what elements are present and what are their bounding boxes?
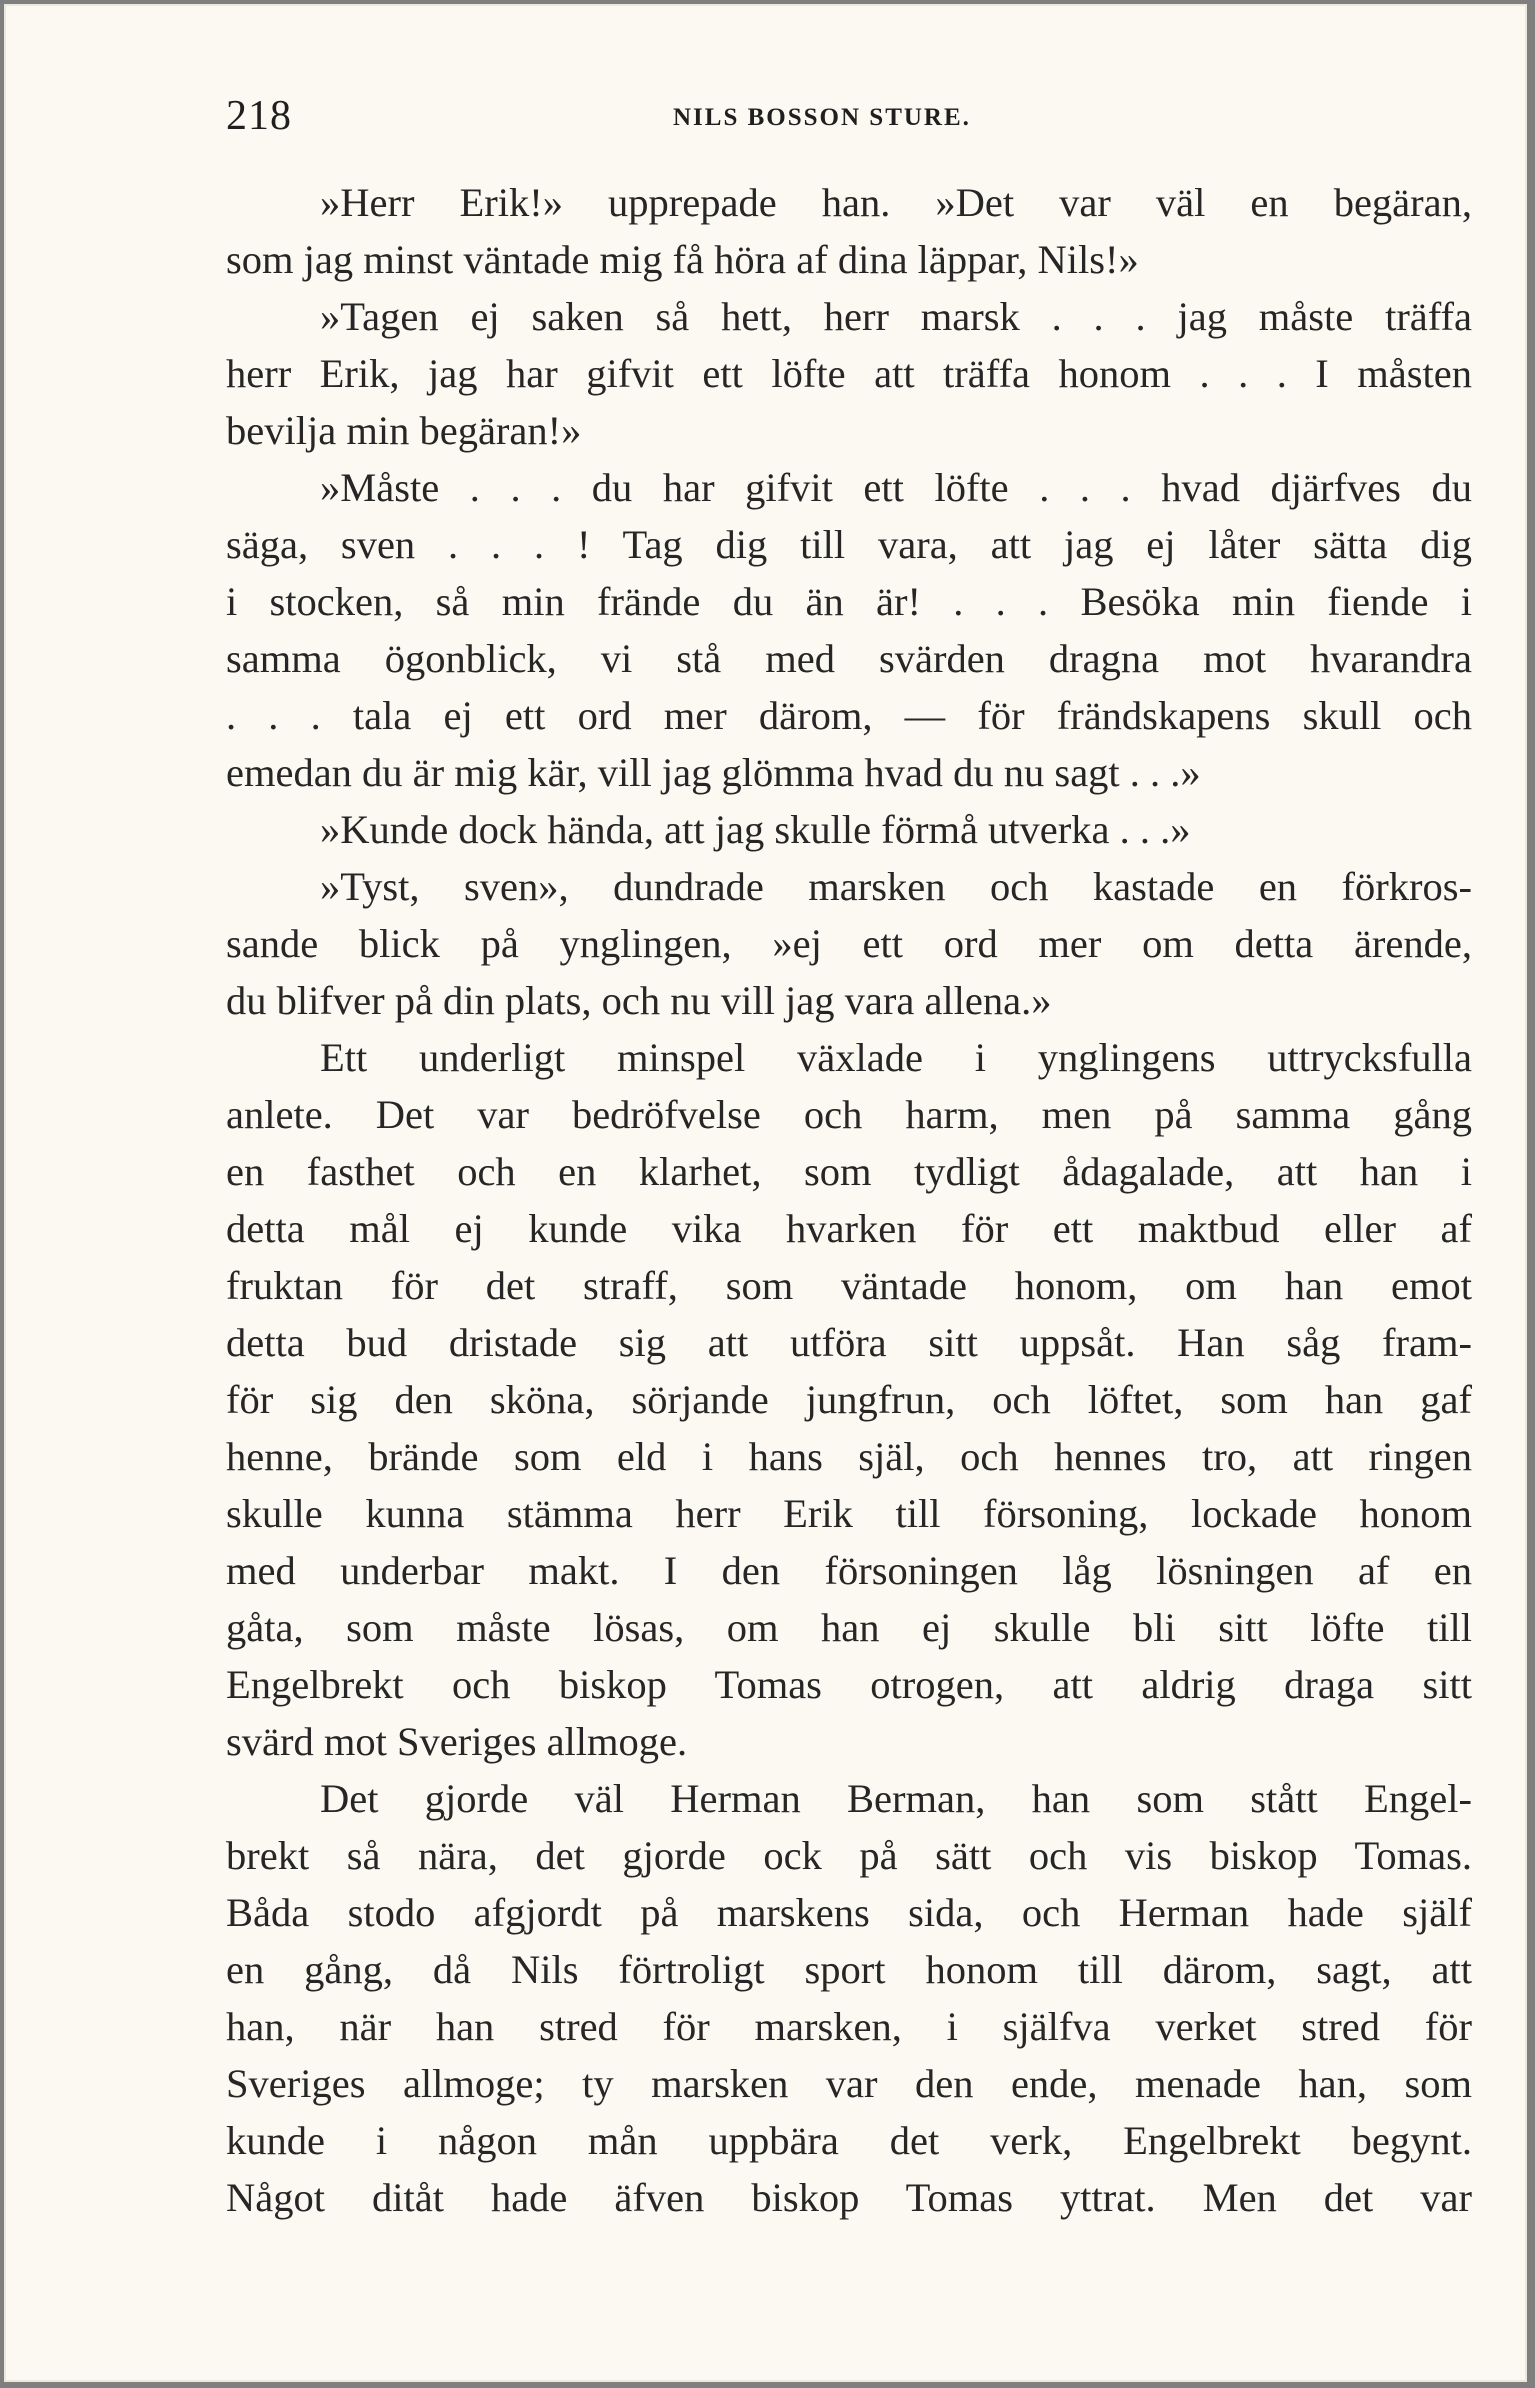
text-line: fruktan för det straff, som väntade honom, om han emot: [226, 1263, 1472, 1308]
text-line: »Måste . . . du har gifvit ett löfte . . . hvad djärfves du: [320, 465, 1472, 510]
text-line: detta bud dristade sig att utföra sitt uppsåt. Han såg fram-: [226, 1320, 1472, 1365]
text-line: Ett underligt minspel växlade i ynglingens uttrycksfulla: [320, 1035, 1472, 1080]
text-line: Engelbrekt och biskop Tomas otrogen, att aldrig draga sitt: [226, 1662, 1472, 1707]
text-line: Sveriges allmoge; ty marsken var den ende, menade han, som: [226, 2061, 1472, 2106]
text-line: svärd mot Sveriges allmoge.: [226, 1719, 688, 1764]
text-line: en gång, då Nils förtroligt sport honom till därom, sagt, att: [226, 1947, 1472, 1992]
text-line: herr Erik, jag har gifvit ett löfte att träffa honom . . . I måsten: [226, 351, 1472, 396]
text-line: för sig den sköna, sörjande jungfrun, och löftet, som han gaf: [226, 1377, 1472, 1422]
text-line: han, när han stred för marsken, i själfva verket stred för: [226, 2004, 1472, 2049]
text-line: »Tagen ej saken så hett, herr marsk . . . jag måste träffa: [320, 294, 1472, 339]
text-line: brekt så nära, det gjorde ock på sätt och vis biskop Tomas.: [226, 1833, 1472, 1878]
running-title: NILS BOSSON STURE.: [673, 104, 971, 131]
text-line: skulle kunna stämma herr Erik till försoning, lockade honom: [226, 1491, 1472, 1536]
text-line: »Tyst, sven», dundrade marsken och kastade en förkros-: [320, 864, 1472, 909]
body-text: [226, 174, 1472, 2226]
book-page: [4, 4, 1527, 2382]
text-line: sande blick på ynglingen, »ej ett ord mer om detta ärende,: [226, 921, 1472, 966]
text-line: henne, brände som eld i hans själ, och hennes tro, att ringen: [226, 1434, 1472, 1479]
text-line: »Herr Erik!» upprepade han. »Det var väl en begäran,: [320, 180, 1472, 225]
running-head: [226, 92, 1457, 142]
text-line: Något ditåt hade äfven biskop Tomas yttrat. Men det var: [226, 2175, 1472, 2220]
text-line: . . . tala ej ett ord mer därom, — för frändskapens skull och: [226, 693, 1472, 738]
text-line: en fasthet och en klarhet, som tydligt ådagalade, att han i: [226, 1149, 1472, 1194]
text-line: i stocken, så min frände du än är! . . . Besöka min fiende i: [226, 579, 1472, 624]
text-line: samma ögonblick, vi stå med svärden dragna mot hvarandra: [226, 636, 1472, 681]
text-line: anlete. Det var bedröfvelse och harm, men på samma gång: [226, 1092, 1472, 1137]
text-line: du blifver på din plats, och nu vill jag vara allena.»: [226, 978, 1052, 1023]
text-line: bevilja min begäran!»: [226, 408, 582, 453]
text-line: kunde i någon mån uppbära det verk, Engelbrekt begynt.: [226, 2118, 1472, 2163]
page-number: 218: [226, 93, 292, 139]
text-line: »Kunde dock hända, att jag skulle förmå utverka . . .»: [320, 807, 1191, 852]
text-line: detta mål ej kunde vika hvarken för ett maktbud eller af: [226, 1206, 1472, 1251]
text-line: emedan du är mig kär, vill jag glömma hvad du nu sagt . . .»: [226, 750, 1201, 795]
text-line: Det gjorde väl Herman Berman, han som stått Engel-: [320, 1776, 1472, 1821]
text-line: med underbar makt. I den försoningen låg lösningen af en: [226, 1548, 1472, 1593]
text-line: som jag minst väntade mig få höra af dina läppar, Nils!»: [226, 237, 1139, 282]
text-line: gåta, som måste lösas, om han ej skulle bli sitt löfte till: [226, 1605, 1472, 1650]
text-line: Båda stodo afgjordt på marskens sida, och Herman hade själf: [226, 1890, 1472, 1935]
text-line: säga, sven . . . ! Tag dig till vara, att jag ej låter sätta dig: [226, 522, 1472, 567]
